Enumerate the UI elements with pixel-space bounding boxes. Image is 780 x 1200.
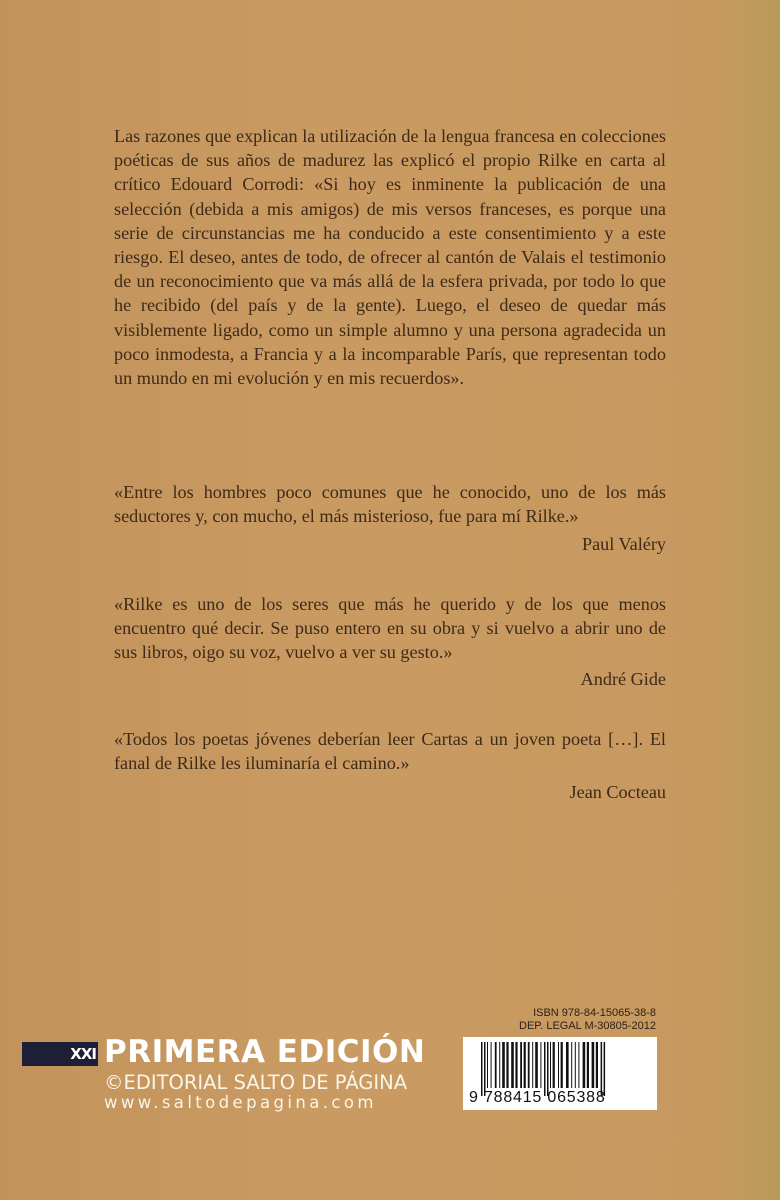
publisher-logo-bar bbox=[22, 1042, 98, 1066]
quote-gide: «Rilke es uno de los seres que más he querido y de los que menos encuentro qué decir. Se puso entero en su obra y si vuelvo a abrir uno de sus libros, oigo su voz, vuelvo a ver su gesto.» bbox=[114, 594, 666, 663]
barcode-bar bbox=[583, 1042, 586, 1088]
barcode-bar bbox=[502, 1042, 505, 1088]
barcode-bar bbox=[481, 1042, 483, 1096]
barcode-bar bbox=[592, 1042, 595, 1088]
barcode-bar bbox=[558, 1042, 559, 1088]
barcode-bar bbox=[550, 1042, 551, 1088]
barcode-bar bbox=[506, 1042, 508, 1088]
barcode-bar bbox=[547, 1042, 549, 1096]
barcode-bar bbox=[553, 1042, 555, 1088]
barcode-bar bbox=[544, 1042, 546, 1096]
barcode-bar bbox=[524, 1042, 526, 1088]
isbn-info bbox=[519, 1007, 656, 1033]
barcode-bar bbox=[495, 1042, 497, 1088]
barcode bbox=[463, 1037, 657, 1110]
legal-deposit-line: DEP. LEGAL M-30805-2012 bbox=[519, 1020, 656, 1032]
barcode-bar bbox=[484, 1042, 486, 1096]
barcode-bar bbox=[520, 1042, 522, 1088]
barcode-bar bbox=[604, 1042, 606, 1096]
quote-cocteau: «Todos los poetas jóvenes deberían leer Cartas a un joven poeta […]. El fanal de Rilke les iluminaría el camino.» bbox=[114, 729, 666, 774]
barcode-bar bbox=[532, 1042, 533, 1088]
barcode-bar bbox=[601, 1042, 603, 1096]
publisher-website: www.saltodepagina.com bbox=[104, 1093, 377, 1112]
barcode-bar bbox=[587, 1042, 589, 1088]
barcode-bar bbox=[571, 1042, 572, 1088]
barcode-bar bbox=[515, 1042, 517, 1088]
barcode-bar bbox=[596, 1042, 598, 1088]
barcode-bar bbox=[487, 1042, 488, 1088]
quote-author-cocteau: Jean Cocteau bbox=[569, 782, 666, 802]
quote-valery: «Entre los hombres poco comunes que he conocido, uno de los más seductores y, con mucho, el más misterioso, fue para mí Rilke.» bbox=[114, 482, 666, 527]
publisher-name: ©EDITORIAL SALTO DE PÁGINA bbox=[104, 1071, 408, 1094]
barcode-bar bbox=[566, 1042, 569, 1088]
isbn-line: ISBN 978-84-15065-38-8 bbox=[533, 1007, 656, 1019]
barcode-bar bbox=[535, 1042, 538, 1088]
barcode-bar bbox=[540, 1042, 541, 1088]
barcode-bar bbox=[575, 1042, 576, 1088]
quote-author-valery: Paul Valéry bbox=[581, 534, 666, 554]
publisher-logo-icon: XXI bbox=[70, 1045, 96, 1063]
barcode-bar bbox=[528, 1042, 530, 1088]
intro-paragraph: Las razones que explican la utilización de la lengua francesa en colecciones poéticas de sus años de madurez las explicó el propio Rilke en carta al crítico Edouard Corrodi: «Si hoy es inminente la publicación de una selección (debida a mis amigos) de mis versos franceses, es porque una serie de circunstancias me ha conducido a este consentimiento y a este riesgo. El deseo, antes de todo, de ofrecer al cantón de Valais el testimonio de un reconocimiento que va más allá de la esfera privada, por todo lo que he recibido (del país y de la gente). Luego, el deseo de quedar más visiblemente ligado, como un simple alumno y una persona agradecida un poco inmodesta, a Francia y a la incomparable París, que representan todo un mundo en mi evolución y en mis recuerdos». bbox=[114, 126, 666, 389]
barcode-bar bbox=[578, 1042, 579, 1088]
barcode-digits: 9 788415 065388 bbox=[469, 1089, 606, 1106]
edition-title: PRIMERA EDICIÓN bbox=[104, 1034, 426, 1070]
barcode-bar bbox=[491, 1042, 492, 1088]
barcode-bar bbox=[511, 1042, 514, 1088]
quote-author-gide: André Gide bbox=[580, 669, 666, 689]
barcode-bar bbox=[499, 1042, 500, 1088]
barcode-bar bbox=[561, 1042, 563, 1088]
